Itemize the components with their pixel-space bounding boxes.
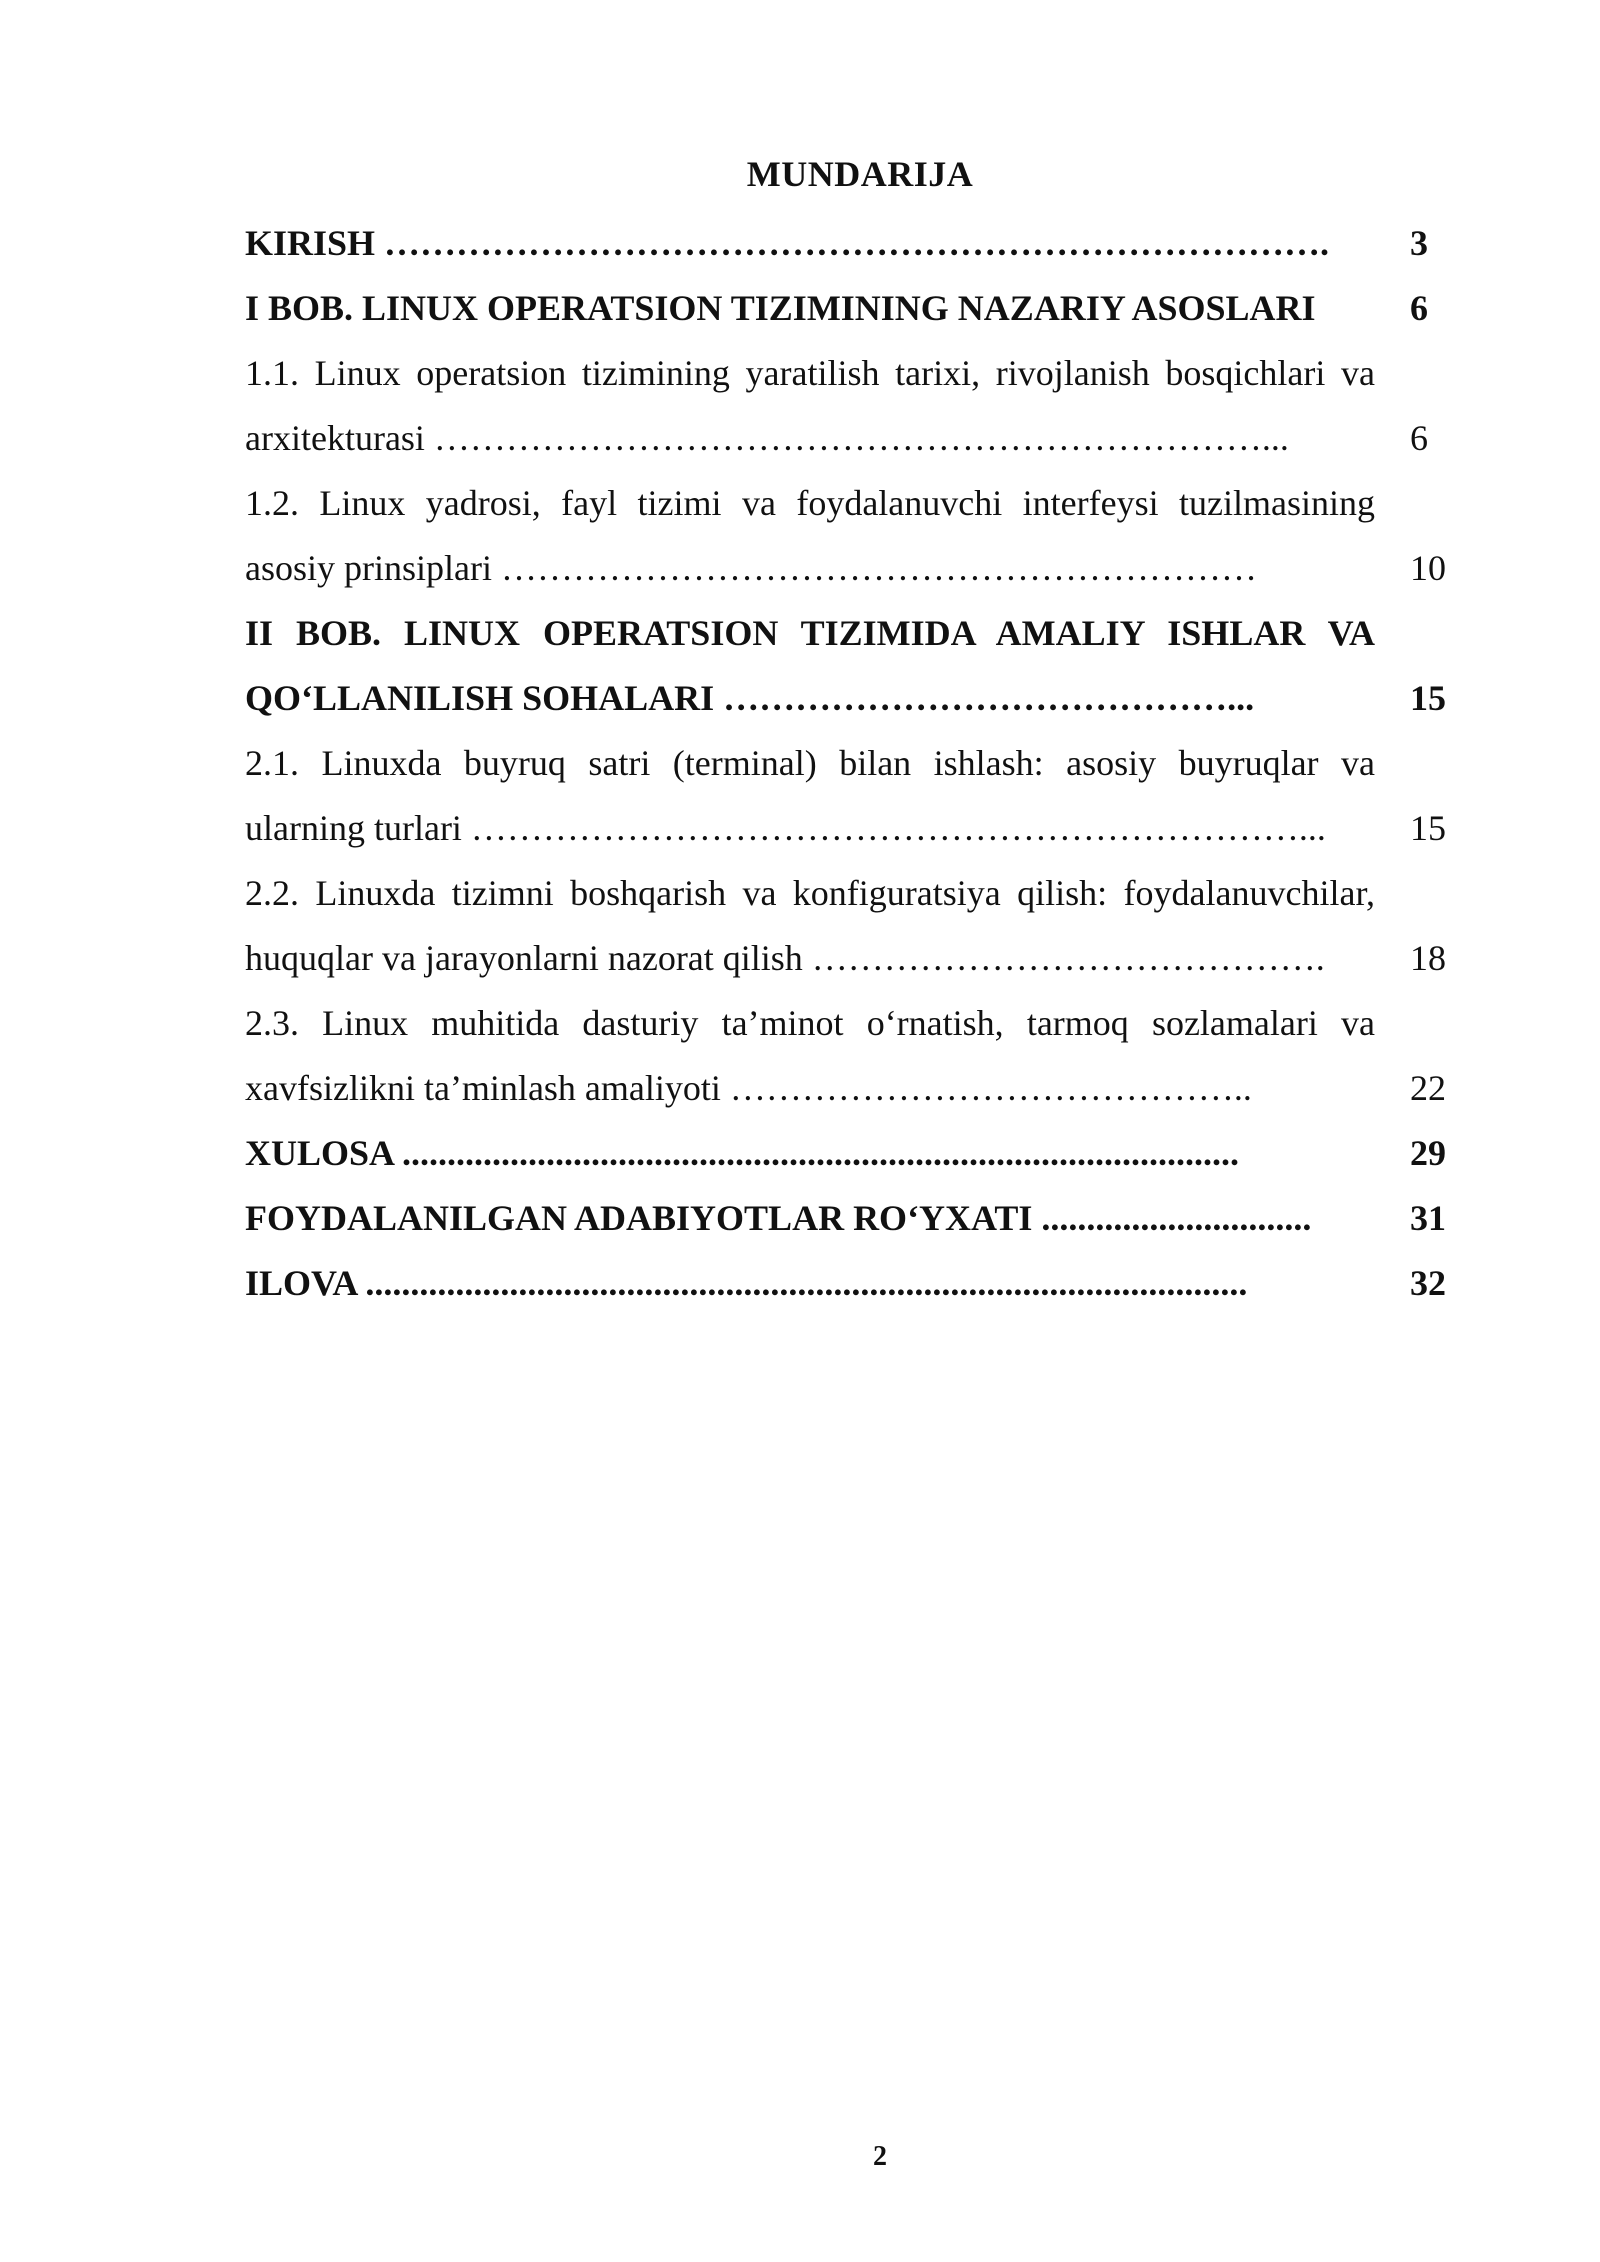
toc-entry-section-2-1-line-2 [245, 802, 1455, 867]
toc-entry-text: I BOB. LINUX OPERATSION TIZIMINING NAZARIY ASOSLARI [245, 288, 1316, 328]
toc-entry-page: 3 [1410, 223, 1428, 263]
toc-entry-text: 1.1. Linux operatsion tizimining yaratilish tarixi, rivojlanish bosqichlari va [245, 353, 1375, 393]
toc-entry-section-2-2-line-1 [245, 867, 1455, 932]
toc-entry-page: 18 [1410, 938, 1446, 978]
toc-entry-text: ularning turlari ……………………………………………………………... [245, 808, 1326, 848]
toc-entry-text: arxitekturasi ……………………………………………………………... [245, 418, 1289, 458]
toc-entry-section-2-3-line-1 [245, 997, 1455, 1062]
toc-entry-page: 15 [1410, 808, 1446, 848]
toc-entry-page: 15 [1410, 678, 1446, 718]
toc-entry-references [245, 1192, 1455, 1257]
toc-entry-section-1-1-line-2 [245, 412, 1455, 477]
toc-entry-text: huquqlar va jarayonlarni nazorat qilish ……………………………………. [245, 938, 1325, 978]
toc-entry-text: FOYDALANILGAN ADABIYOTLAR RO‘YXATI .............................. [245, 1198, 1312, 1238]
toc-entry-page: 6 [1410, 288, 1428, 328]
toc-entry-section-1-2-line-1 [245, 477, 1455, 542]
toc-entry-section-2-1-line-1 [245, 737, 1455, 802]
toc-entry-page: 29 [1410, 1133, 1446, 1173]
toc-entry-text: 2.1. Linuxda buyruq satri (terminal) bilan ishlash: asosiy buyruqlar va [245, 743, 1375, 783]
toc-entry-text: xavfsizlikni ta’minlash amaliyoti …………………………………….. [245, 1068, 1252, 1108]
toc-entry-chapter-2-line-1 [245, 607, 1455, 672]
toc-entry-chapter-2-line-2 [245, 672, 1455, 737]
toc-entry-page: 32 [1410, 1263, 1446, 1303]
toc-entry-page: 10 [1410, 548, 1446, 588]
toc-entry-text: QO‘LLANILISH SOHALARI ……………………………………... [245, 678, 1255, 718]
toc-entry-section-2-3-line-2 [245, 1062, 1455, 1127]
toc-entry-section-2-2-line-2 [245, 932, 1455, 997]
toc-entry-section-1-2-line-2 [245, 542, 1455, 607]
toc-entry-ilova [245, 1257, 1455, 1322]
toc-entry-text: 2.3. Linux muhitida dasturiy ta’minot o‘rnatish, tarmoq sozlamalari va [245, 1003, 1375, 1043]
toc-entry-kirish [245, 217, 1455, 282]
toc-entry-text: 1.2. Linux yadrosi, fayl tizimi va foydalanuvchi interfeysi tuzilmasining [245, 483, 1375, 523]
toc-entry-text: ILOVA .................................................................................................. [245, 1263, 1248, 1303]
toc-entry-text: XULOSA ............................................................................................. [245, 1133, 1240, 1173]
toc-entry-text: KIRISH ……………………………………………………………………. [245, 223, 1330, 263]
toc-entry-xulosa [245, 1127, 1455, 1192]
toc-entry-text: II BOB. LINUX OPERATSION TIZIMIDA AMALIY ISHLAR VA [245, 613, 1375, 653]
toc-title: MUNDARIJA [746, 154, 974, 194]
toc-entry-text: asosiy prinsiplari ……………………………………………………… [245, 548, 1257, 588]
toc-entry-page: 31 [1410, 1198, 1446, 1238]
table-of-contents [245, 217, 1455, 1322]
toc-entry-text: 2.2. Linuxda tizimni boshqarish va konfiguratsiya qilish: foydalanuvchilar, [245, 873, 1375, 913]
toc-entry-page: 6 [1410, 418, 1428, 458]
page-number: 2 [873, 2141, 887, 2172]
toc-entry-chapter-1 [245, 282, 1455, 347]
toc-entry-page: 22 [1410, 1068, 1446, 1108]
toc-entry-section-1-1-line-1 [245, 347, 1455, 412]
